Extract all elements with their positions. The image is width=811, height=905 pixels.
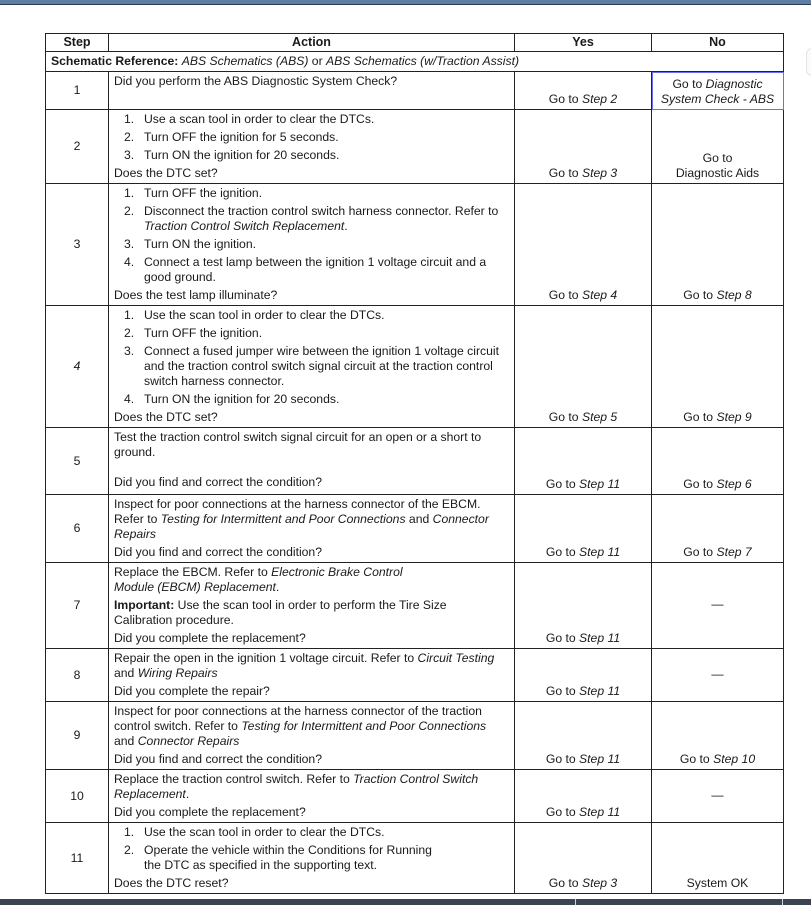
no-cell[interactable] bbox=[652, 495, 784, 563]
instruction-item: 1. Use the scan tool in order to clear the DTCs. bbox=[124, 825, 385, 839]
table-row-step-4 bbox=[46, 306, 784, 428]
action-cell bbox=[109, 428, 515, 495]
instruction-list bbox=[114, 308, 508, 407]
question: Does the test lamp illuminate? bbox=[114, 288, 278, 302]
step-number: 3 bbox=[46, 184, 109, 306]
diagnostic-table bbox=[45, 33, 784, 894]
yes-cell[interactable] bbox=[515, 770, 652, 823]
link-circuit-testing[interactable]: Circuit Testing bbox=[417, 651, 495, 665]
action-cell bbox=[109, 72, 515, 110]
instruction-list bbox=[114, 186, 508, 285]
instruction-text: Inspect for poor connections at the harness connector of the traction control switch. Refer to Testing for Intermittent and Poor Connections and Connector Repairs bbox=[114, 704, 487, 748]
header-yes: Yes bbox=[515, 34, 652, 52]
yes-cell[interactable] bbox=[515, 184, 652, 306]
link-traction-switch-replacement[interactable]: Traction Control Switch Replacement bbox=[144, 219, 345, 233]
step-number: 1 bbox=[46, 72, 109, 110]
action-cell bbox=[109, 306, 515, 428]
no-link[interactable]: Step 6 bbox=[716, 477, 752, 491]
go-to-label: Go to bbox=[548, 92, 582, 106]
yes-link[interactable]: Step 11 bbox=[579, 805, 621, 819]
instruction-text: Inspect for poor connections at the harness connector of the EBCM. Refer to Testing for Intermittent and Poor Connections and Connector Repairs bbox=[114, 497, 489, 541]
window-bottom-bar bbox=[0, 899, 811, 905]
action-cell bbox=[109, 563, 515, 649]
schematic-or: or bbox=[308, 54, 327, 68]
link-testing-intermittent[interactable]: Testing for Intermittent and Poor Connections bbox=[241, 719, 487, 733]
yes-cell[interactable] bbox=[515, 823, 652, 894]
instruction-list bbox=[114, 112, 508, 163]
yes-cell[interactable] bbox=[515, 72, 652, 110]
go-to-label: Go to bbox=[545, 805, 580, 819]
instruction-item: 4. Connect a test lamp between the ignition 1 voltage circuit and a good ground. bbox=[124, 255, 487, 284]
instruction-item: 3. Turn ON the ignition. bbox=[124, 237, 256, 251]
action-cell bbox=[109, 495, 515, 563]
yes-link[interactable]: Step 11 bbox=[579, 477, 621, 491]
question: Does the DTC set? bbox=[114, 410, 218, 424]
action-cell bbox=[109, 184, 515, 306]
go-to-label: Go to bbox=[548, 410, 582, 424]
question: Does the DTC set? bbox=[114, 166, 218, 180]
no-cell bbox=[652, 563, 784, 649]
yes-link[interactable]: Step 4 bbox=[581, 288, 618, 302]
step-number: 9 bbox=[46, 702, 109, 770]
step-number: 7 bbox=[46, 563, 109, 649]
schematic-reference bbox=[46, 52, 784, 72]
step-number: 10 bbox=[46, 770, 109, 823]
instruction-text: Replace the EBCM. Refer to Electronic Brake Control Module (EBCM) Replacement. bbox=[114, 565, 403, 594]
go-to-label: Go to bbox=[545, 545, 580, 559]
yes-link[interactable]: Step 2 bbox=[581, 92, 618, 106]
instruction-text: Replace the traction control switch. Refer to Traction Control Switch Replacement. bbox=[114, 772, 479, 801]
no-dash: — bbox=[711, 597, 724, 611]
yes-cell[interactable] bbox=[515, 110, 652, 184]
instruction-item: 1. Use a scan tool in order to clear the DTCs. bbox=[124, 112, 375, 126]
question: Did you perform the ABS Diagnostic System Check? bbox=[114, 74, 398, 88]
go-to-label: Go to bbox=[545, 631, 580, 645]
question: Did you find and correct the condition? bbox=[114, 752, 322, 766]
go-to-label: Go to bbox=[545, 684, 580, 698]
instruction-item: 1. Turn OFF the ignition. bbox=[124, 186, 263, 200]
table-header-row bbox=[46, 34, 784, 52]
yes-link[interactable]: Step 3 bbox=[581, 876, 618, 890]
yes-link[interactable]: Step 11 bbox=[579, 631, 621, 645]
no-link[interactable]: Step 9 bbox=[716, 410, 752, 424]
question: Did you complete the replacement? bbox=[114, 631, 306, 645]
yes-cell[interactable] bbox=[515, 563, 652, 649]
question: Did you find and correct the condition? bbox=[114, 475, 322, 489]
instruction-item: 1. Use the scan tool in order to clear the DTCs. bbox=[124, 308, 385, 322]
header-step: Step bbox=[46, 34, 109, 52]
action-cell bbox=[109, 770, 515, 823]
yes-link[interactable]: Step 5 bbox=[581, 410, 618, 424]
no-cell bbox=[652, 649, 784, 702]
link-wiring-repairs[interactable]: Wiring Repairs bbox=[137, 666, 218, 680]
yes-cell[interactable] bbox=[515, 495, 652, 563]
action-cell bbox=[109, 823, 515, 894]
yes-cell[interactable] bbox=[515, 649, 652, 702]
table-row-step-7 bbox=[46, 563, 784, 649]
yes-cell[interactable] bbox=[515, 702, 652, 770]
go-to-label: Go to bbox=[545, 752, 580, 766]
go-to-label: Go to bbox=[683, 545, 717, 559]
yes-link[interactable]: Step 11 bbox=[579, 545, 621, 559]
instruction-item: 2. Turn OFF the ignition. bbox=[124, 326, 263, 340]
instruction-text: Repair the open in the ignition 1 voltage circuit. Refer to Circuit Testing and Wiring Repairs bbox=[114, 651, 495, 680]
instruction-item: 2. Disconnect the traction control switch harness connector. Refer to Traction Control Switch Replacement. bbox=[124, 204, 499, 233]
table-row-step-3 bbox=[46, 184, 784, 306]
schematic-reference-row bbox=[46, 52, 784, 72]
instruction-text: Test the traction control switch signal circuit for an open or a short to ground. bbox=[114, 430, 482, 459]
table-row-step-2 bbox=[46, 110, 784, 184]
no-cell[interactable] bbox=[652, 306, 784, 428]
no-dash: — bbox=[711, 666, 724, 681]
no-cell[interactable] bbox=[652, 702, 784, 770]
bottom-bar-divider bbox=[575, 899, 576, 905]
table-row-step-11 bbox=[46, 823, 784, 894]
no-cell[interactable] bbox=[652, 110, 784, 184]
schematic-link-traction[interactable]: ABS Schematics (w/Traction Assist) bbox=[326, 54, 520, 68]
side-tab[interactable] bbox=[806, 48, 811, 76]
table-row-step-5 bbox=[46, 428, 784, 495]
no-link-diagnostic-aids[interactable]: Diagnostic Aids bbox=[675, 166, 760, 180]
link-testing-intermittent[interactable]: Testing for Intermittent and Poor Connections bbox=[160, 512, 406, 526]
important-note: Important: Use the scan tool in order to perform the Tire Size Calibration procedure. bbox=[114, 598, 447, 627]
question: Does the DTC reset? bbox=[114, 876, 229, 890]
no-go-to: Go to bbox=[702, 151, 733, 165]
go-to-label: Go to bbox=[548, 288, 582, 302]
no-link-diagnostic[interactable]: Diagnostic bbox=[705, 77, 763, 91]
yes-link[interactable]: Step 11 bbox=[579, 752, 621, 766]
step-number: 5 bbox=[46, 428, 109, 495]
link-connector-repairs[interactable]: Connector Repairs bbox=[137, 734, 240, 748]
question: Did you complete the replacement? bbox=[114, 805, 306, 819]
schematic-label: Schematic Reference: bbox=[51, 54, 179, 68]
window-top-bar bbox=[0, 0, 811, 5]
instruction-item: 3. Turn ON the ignition for 20 seconds. bbox=[124, 148, 340, 162]
system-ok: System OK bbox=[686, 876, 749, 890]
link-connector-repairs[interactable]: Connector Repairs bbox=[114, 512, 489, 541]
instruction-item: 2. Operate the vehicle within the Conditions for Running the DTC as specified in the supporting text. bbox=[124, 843, 432, 872]
no-link[interactable]: Step 7 bbox=[716, 545, 752, 559]
table-row-step-8 bbox=[46, 649, 784, 702]
go-to-label: Go to bbox=[545, 477, 580, 491]
link-ebcm-replacement[interactable]: Electronic Brake Control Module (EBCM) Replacement bbox=[114, 565, 403, 594]
table-row-step-9 bbox=[46, 702, 784, 770]
step-number: 2 bbox=[46, 110, 109, 184]
action-cell bbox=[109, 702, 515, 770]
important-label: Important: bbox=[114, 598, 175, 612]
instruction-item: 2. Turn OFF the ignition for 5 seconds. bbox=[124, 130, 339, 144]
no-link[interactable]: Step 8 bbox=[716, 288, 752, 302]
table-row-step-10 bbox=[46, 770, 784, 823]
yes-cell[interactable] bbox=[515, 428, 652, 495]
step-number: 4 bbox=[46, 306, 109, 428]
no-link[interactable]: Step 10 bbox=[713, 752, 756, 766]
no-cell[interactable] bbox=[652, 184, 784, 306]
question: Did you find and correct the condition? bbox=[114, 545, 322, 559]
no-cell bbox=[652, 770, 784, 823]
go-to-label: Go to bbox=[683, 410, 717, 424]
step-number: 6 bbox=[46, 495, 109, 563]
action-cell bbox=[109, 110, 515, 184]
go-to-label: Go to bbox=[683, 477, 717, 491]
table-row-step-6 bbox=[46, 495, 784, 563]
yes-link[interactable]: Step 11 bbox=[579, 684, 621, 698]
no-dash: — bbox=[711, 787, 724, 802]
go-to-label: Go to bbox=[548, 876, 582, 890]
no-cell[interactable] bbox=[652, 428, 784, 495]
bottom-bar-divider bbox=[782, 899, 783, 905]
step-number: 11 bbox=[46, 823, 109, 894]
question: Did you complete the repair? bbox=[114, 684, 270, 698]
instruction-list bbox=[114, 825, 508, 873]
header-action: Action bbox=[109, 34, 515, 52]
action-cell bbox=[109, 649, 515, 702]
go-to-label: Go to bbox=[548, 166, 582, 180]
table-row-step-1 bbox=[46, 72, 784, 110]
header-no: No bbox=[652, 34, 784, 52]
no-link-system-check[interactable]: System Check - ABS bbox=[660, 92, 775, 106]
no-cell[interactable] bbox=[652, 72, 784, 110]
yes-cell[interactable] bbox=[515, 306, 652, 428]
schematic-link-abs[interactable]: ABS Schematics (ABS) bbox=[181, 54, 309, 68]
instruction-item: 4. Turn ON the ignition for 20 seconds. bbox=[124, 392, 340, 406]
yes-link[interactable]: Step 3 bbox=[581, 166, 618, 180]
go-to-label: Go to bbox=[679, 752, 714, 766]
link-traction-switch-replacement[interactable]: Traction Control Switch Replacement bbox=[114, 772, 479, 801]
go-to-label: Go to bbox=[672, 77, 706, 91]
no-cell bbox=[652, 823, 784, 894]
step-number: 8 bbox=[46, 649, 109, 702]
instruction-item: 3. Connect a fused jumper wire between the ignition 1 voltage circuit and the traction control switch signal circuit at the traction control switch harness connector. bbox=[124, 344, 499, 388]
go-to-label: Go to bbox=[683, 288, 717, 302]
